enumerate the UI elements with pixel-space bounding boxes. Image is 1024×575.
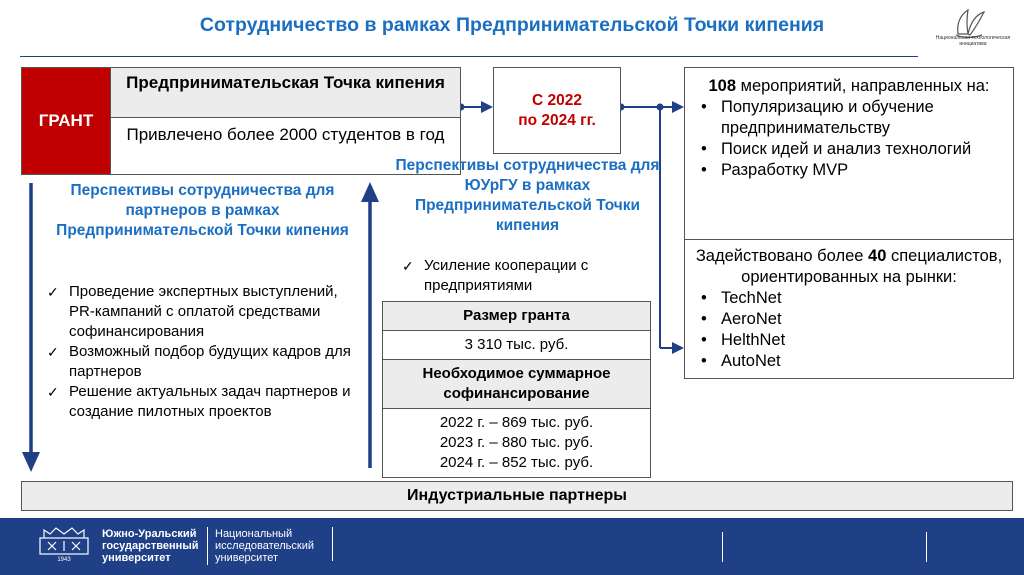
events-section [685,68,1013,240]
footer-univ-line: Южно-Уральский [102,528,197,540]
grant-students: Привлечено более 2000 студентов в год [110,117,461,175]
industrial-partners-bar: Индустриальные партнеры [21,481,1013,511]
footer-divider [722,532,723,562]
cofinancing-2023: 2023 г. – 880 тыс. руб. [439,434,594,451]
footer-national-status [215,528,335,564]
footer-univ-line: государственный [102,540,199,552]
specialists-section [685,240,1013,378]
grant-size-value: 3 310 тыс. руб. [383,331,650,360]
list-item: ✓ Решение актуальных задач партнеров и создание пилотных проектов [45,382,365,422]
specialists-count: 40 [868,247,887,265]
grant-size-header: Размер гранта [383,302,650,331]
cofinancing-values [383,409,650,477]
period-end: по 2024 гг. [518,111,596,129]
footer-nat-line: Национальный [215,528,293,540]
university-emblem-icon [34,524,94,560]
list-item: ✓ Усиление кооперации с предприятиями [400,256,650,296]
specialists-lead-text: Задействовано более [695,247,869,265]
footer-divider [207,527,208,565]
list-item: • HelthNet [721,330,1003,351]
events-lead-text: мероприятий, направленных на: [736,77,990,95]
partners-prospects-list [45,282,365,422]
logo-caption: Национальная технологическая инициатива [935,35,1011,47]
specialists-tail-text: специалистов, ориентированных на рынки: [741,247,1003,286]
list-item: • AutoNet [721,351,1003,372]
grant-badge: ГРАНТ [21,67,111,175]
markets-list [695,288,1003,372]
list-item: ✓ Проведение экспертных выступлений, PR-кампаний с оплатой средствами софинансирования [45,282,365,342]
footer-nat-line: университет [215,552,279,564]
list-item: • Популяризацию и обучение предпринимательству [721,97,1003,139]
period-box [493,67,621,154]
results-box [684,67,1014,379]
events-list [695,97,1003,181]
events-count: 108 [708,77,737,95]
footer-divider [926,532,927,562]
list-item: • AeroNet [721,309,1003,330]
grant-heading: Предпринимательская Точка кипения [110,67,461,118]
list-item: • Поиск идей и анализ технологий [721,139,1003,160]
suurgu-prospects-heading: Перспективы сотрудничества для ЮУрГУ в рамках Предпринимательской Точки кипения [395,157,660,234]
footer-nat-line: исследовательский [215,540,314,552]
footer-year: 1943 [57,557,71,563]
specialists-lead [695,246,1003,288]
footer-divider [332,527,333,561]
period-start: С 2022 [532,91,582,109]
list-item: ✓ Возможный подбор будущих кадров для партнеров [45,342,365,382]
footer-university-name [102,528,212,564]
list-item: • Разработку MVP [721,160,1003,181]
events-lead [695,76,1003,97]
cofinancing-2022: 2022 г. – 869 тыс. руб. [439,414,594,431]
footer-univ-line: университет [102,552,171,564]
page-title: Сотрудничество в рамках Предпринимательской Точки кипения [199,14,825,36]
cofinancing-2024: 2024 г. – 852 тыс. руб. [439,454,594,471]
list-item: • TechNet [721,288,1003,309]
grant-table [382,301,651,478]
cofinancing-header: Необходимое суммарное софинансирование [383,360,650,409]
suurgu-prospects-list [400,256,650,296]
partners-prospects-heading: Перспективы сотрудничества для партнеров в рамках Предпринимательской Точки кипения [56,182,349,239]
